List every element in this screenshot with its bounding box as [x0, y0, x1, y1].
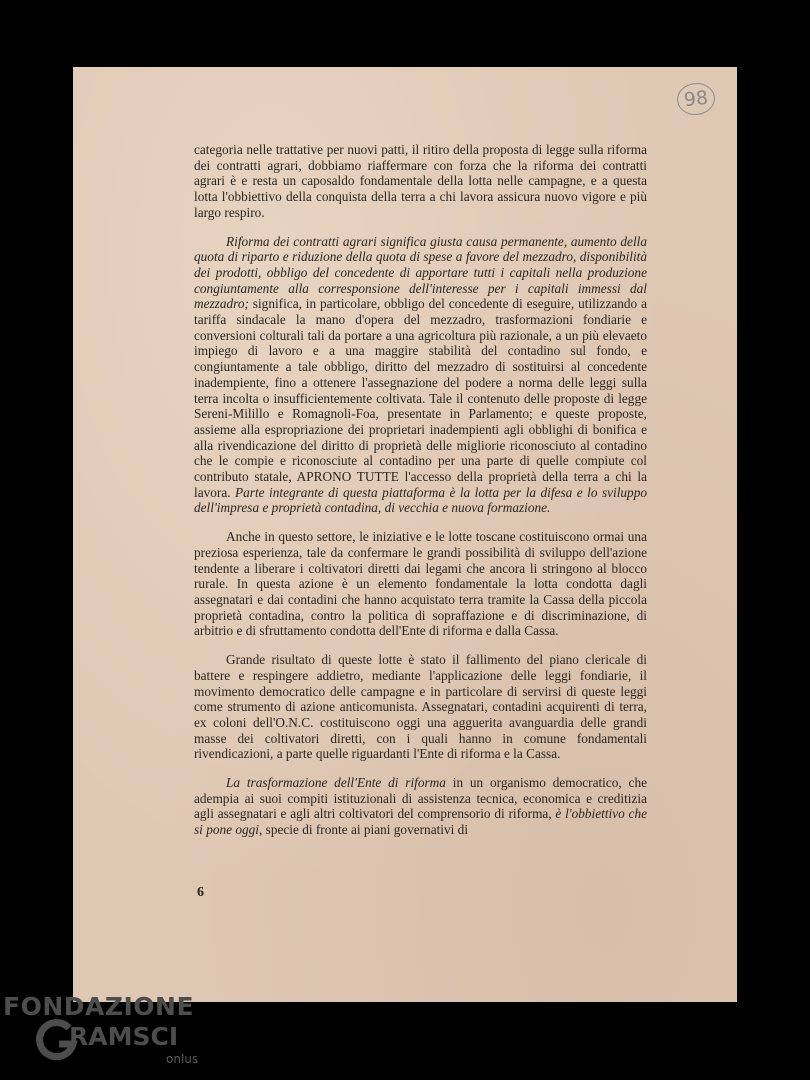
text-segment: in un organismo democratico, che adempia ai suoi compiti istituzionali di assistenza tecnica, economica e creditizia agli assegnatari e agli altri coltivatori del comprensorio di riforma,	[194, 775, 647, 822]
watermark-onlus: onlus	[166, 1052, 199, 1066]
paragraph	[194, 234, 647, 517]
text-segment: significa, in particolare, obbligo del concedente di eseguire, utilizzando a tariffa sindacale la mano d'opera del mezzadro, trasformazioni fondiarie e conversioni colturali tali da portare a una agricoltura più razionale, a un più elevaeto impiego di lavoro e a una maggire stabilità del contadino sul fondo, e congiuntamente a tale obbligo, diritto del mezzadro di sostituirsi al concedente inadempiente, fino a ottenere l'assegnazione del podere a norma delle leggi sulla terra incolta o insufficientemente coltivata. Tale il contenuto delle proposte di legge Sereni-Milillo e Romagnoli-Foa, presentate in Parlamento; e queste proposte, assieme alla espropriazione dei proprietari inadempienti agli obblighi di bonifica e alla rivendicazione del diritto di proprietà delle migliorie riconosciuto al contadino che le compie e riconosciute al contadino per una parte di quelle compiute col contributo statale, APRONO TUTTE l'accesso della proprietà della terra a chi la lavora.	[194, 296, 647, 500]
text-segment: categoria nelle trattative per nuovi patti, il ritiro della proposta di legge sulla riforma dei contratti agrari, dobbiamo riaffermare con forza che la riforma dei contratti agrari è e resta un caposaldo fondamentale della lotta nelle campagne, e a questa lotta l'obbiettivo della conquista della terra a chi lavora assicura nuovo vigore e più largo respiro.	[194, 142, 647, 220]
paragraph	[194, 142, 647, 221]
archive-number-stamp: 98	[675, 81, 716, 117]
text-segment: specie di fronte ai piani governativi di	[262, 822, 469, 838]
paragraph	[194, 529, 647, 639]
paragraph	[194, 652, 647, 762]
watermark-line1: FONDAZIONE	[3, 992, 195, 1021]
text-segment: Anche in questo settore, le iniziative e le lotte toscane costituiscono ormai una preziosa esperienza, tale da confermare le grandi possibilità di sviluppo dell'azione tendente a liberare i coltivatori diretti dai legami che ancora li stringono al blocco rurale. In questa azione è un elemento fondamentale la lotta condotta dagli assegnatari e dai contadini che hanno acquistato terra tramite la Cassa della piccola proprietà contadina, contro la politica di sopraffazione e di discriminazione, di arbitrio e di sfruttamento condotta dell'Ente di riforma e dalla Cassa.	[194, 529, 647, 639]
italic-text-segment: Riforma dei contratti agrari significa giusta causa permanente, aumento della quota di riparto e riduzione della quota di spese a favore del mezzadro, disponibilità dei prodotti, obbligo del concedente di apportare tutti i capitali nella produzione congiuntamente alla corresponsione dell'interesse per i capitali immessi dal mezzadro;	[194, 233, 647, 312]
body-text	[194, 142, 647, 851]
fondazione-gramsci-watermark	[3, 992, 208, 1072]
paragraph	[194, 775, 647, 838]
page-number: 6	[197, 885, 204, 900]
italic-text-segment: La trasformazione dell'Ente di riforma	[226, 775, 446, 791]
italic-text-segment: Parte integrante di questa piattaforma è la lotta per la difesa e lo sviluppo dell'impresa e proprietà contadina, di vecchia e nuova formazione.	[194, 484, 647, 516]
document-page	[73, 67, 737, 1002]
text-segment: Grande risultato di queste lotte è stato il fallimento del piano clericale di battere e respingere addietro, mediante l'applicazione delle leggi fondiarie, il movimento democratico delle campagne e in particolare di servirsi di queste leggi come strumento di azione anticomunista. Assegnatari, contadini acquirenti di terra, ex coloni dell'O.N.C. costituiscono oggi una agguerita avanguardia delle grandi masse dei coltivatori diretti, con i quali hanno in comune fondamentali rivendicazioni, a parte quelle riguardanti l'Ente di riforma e la Cassa.	[194, 652, 647, 762]
watermark-line2: RAMSCI	[69, 1022, 179, 1051]
italic-text-segment: è l'obbiettivo che si pone oggi,	[194, 806, 647, 838]
